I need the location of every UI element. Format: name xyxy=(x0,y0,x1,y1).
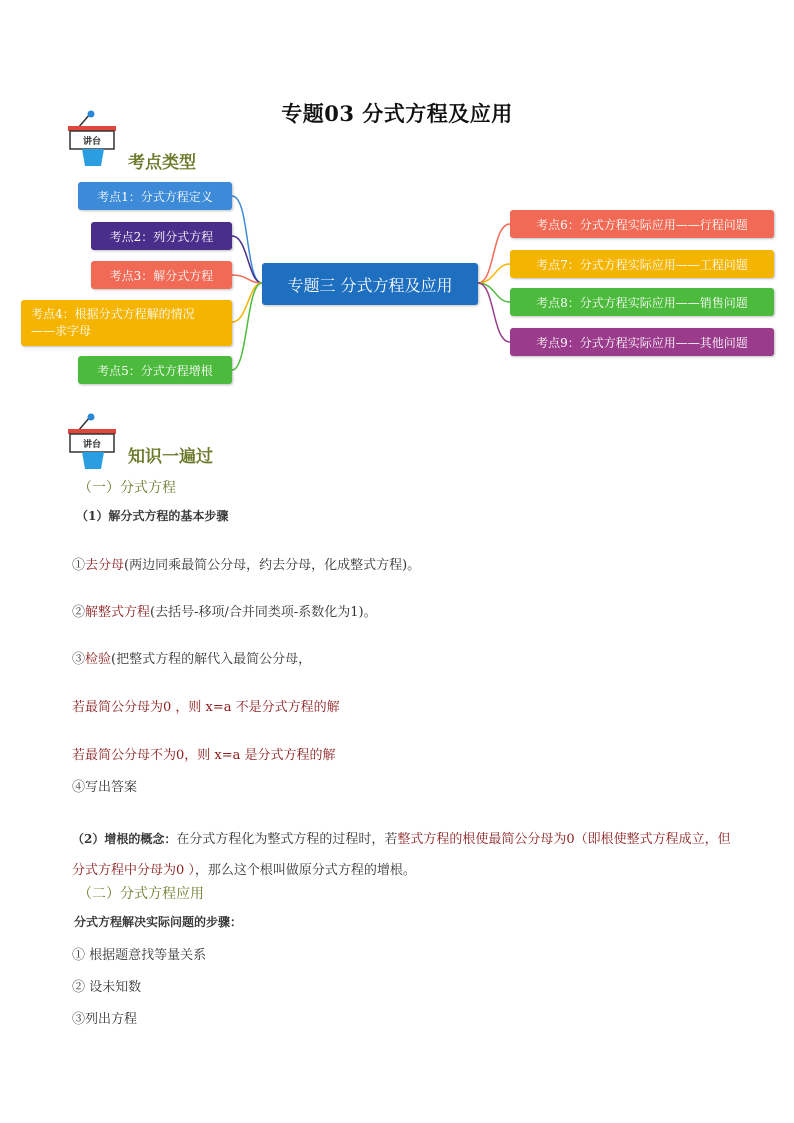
part2-steps-title: 分式方程解决实际问题的步骤： xyxy=(74,915,243,929)
zenggen-paragraph xyxy=(72,824,732,886)
zenggen-text-2: （即根使整式方 xyxy=(574,832,666,847)
step2 xyxy=(72,601,377,620)
step1-desc: (两边同乘最简公分母，约去分母，化成整式方程)。 xyxy=(124,558,421,573)
zenggen-label: （2）增根的概念： xyxy=(72,832,177,846)
step2-desc: (去括号-移项/合并同类项-系数化为1)。 xyxy=(150,605,377,620)
app-step-1: ① 根据题意找等量关系 xyxy=(72,948,207,963)
topic-node-3: 考点3：解分式方程 xyxy=(91,261,232,289)
topic-node-4-line2: ——求字母 xyxy=(31,324,92,338)
step3 xyxy=(72,648,311,667)
section-heading-knowledge: 知识一遍过 xyxy=(128,447,213,467)
part1-heading: （一）分式方程 xyxy=(78,480,176,496)
part1-steps-title: （1）解分式方程的基本步骤 xyxy=(76,509,229,523)
topic-node-2: 考点2：列分式方程 xyxy=(91,222,232,250)
topic-node-5: 考点5：分式方程增根 xyxy=(78,356,232,384)
step2-key: 解整式方程 xyxy=(85,605,151,620)
center-node: 专题三 分式方程及应用 xyxy=(262,263,478,305)
topic-node-1: 考点1：分式方程定义 xyxy=(78,182,232,210)
topic-node-4 xyxy=(21,300,232,346)
topic-node-9: 考点9：分式方程实际应用——其他问题 xyxy=(510,328,774,356)
topic-node-8: 考点8：分式方程实际应用——销售问题 xyxy=(510,288,774,316)
app-step-3: ③列出方程 xyxy=(72,1012,138,1027)
part2-heading: （二）分式方程应用 xyxy=(78,886,204,902)
step3-desc: (把整式方程的解代入最简公分母， xyxy=(111,652,312,667)
topic-node-7: 考点7：分式方程实际应用——工程问题 xyxy=(510,250,774,278)
step1 xyxy=(72,554,420,573)
condition-2: 若最简公分母不为0，则 x=a 是分式方程的解 xyxy=(72,748,336,763)
condition-1: 若最简公分母为0 ，则 x=a 不是分式方程的解 xyxy=(72,700,340,715)
step1-key: 去分母 xyxy=(85,558,125,573)
zenggen-text-3: 程成立，但分式方程中分母为0 ） xyxy=(72,832,731,878)
app-step-2: ② 设未知数 xyxy=(72,980,142,995)
step4: ④写出答案 xyxy=(72,780,138,795)
step2-num: ② xyxy=(72,605,86,620)
step1-num: ① xyxy=(72,558,86,573)
zenggen-key: 整式方程的根使最简公分母为0 xyxy=(397,832,575,847)
podium-icon-2 xyxy=(64,413,126,471)
podium-label: 讲台 xyxy=(82,137,102,147)
step3-key: 检验 xyxy=(85,652,112,667)
podium-icon xyxy=(64,110,126,168)
section-heading-types: 考点类型 xyxy=(128,153,196,173)
page-title: 专题03 分式方程及应用 xyxy=(281,101,513,126)
topic-node-4-line1: 考点4：根据分式方程解的情况 xyxy=(31,307,195,321)
zenggen-text-1: 在分式方程化为整式方程的过程时，若 xyxy=(176,832,398,847)
zenggen-text-4: ，那么这个根叫做原分式方程的增根。 xyxy=(194,863,416,878)
topic-node-6: 考点6：分式方程实际应用——行程问题 xyxy=(510,210,774,238)
step3-num: ③ xyxy=(72,652,86,667)
podium-label-2: 讲台 xyxy=(82,440,102,450)
